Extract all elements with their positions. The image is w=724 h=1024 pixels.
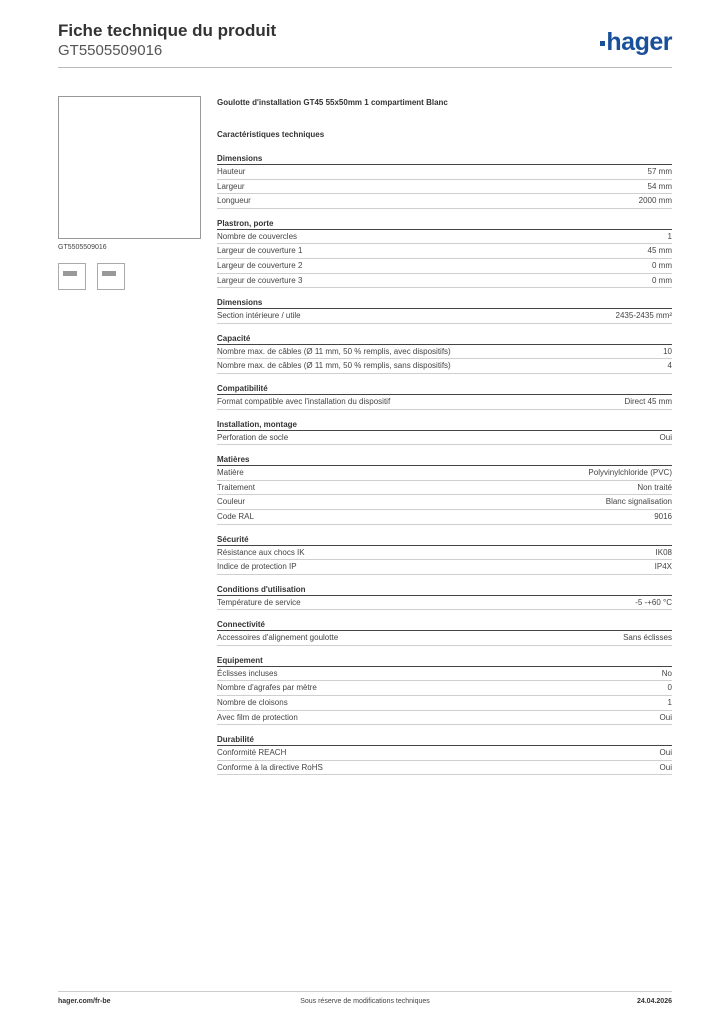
spec-label: Largeur bbox=[217, 181, 245, 191]
spec-label: Résistance aux chocs IK bbox=[217, 547, 305, 557]
spec-row bbox=[217, 309, 672, 324]
spec-value: 2435-2435 mm² bbox=[615, 311, 672, 321]
spec-value: 0 mm bbox=[652, 275, 672, 285]
spec-value: 4 bbox=[667, 361, 672, 371]
spec-label: Éclisses incluses bbox=[217, 668, 278, 678]
spec-row bbox=[217, 711, 672, 726]
section-title: Compatibilité bbox=[217, 383, 672, 395]
spec-row bbox=[217, 345, 672, 360]
spec-row bbox=[217, 696, 672, 711]
thumbnail-1[interactable] bbox=[58, 263, 86, 290]
spec-value: 1 bbox=[667, 231, 672, 241]
spec-row bbox=[217, 667, 672, 682]
spec-label: Perforation de socle bbox=[217, 432, 289, 442]
spec-label: Traitement bbox=[217, 482, 255, 492]
product-code: GT5505509016 bbox=[58, 42, 163, 59]
logo-text: hager bbox=[606, 28, 672, 56]
section-title: Connectivité bbox=[217, 619, 672, 631]
technical-characteristics-title: Caractéristiques techniques bbox=[217, 130, 325, 139]
spec-value: 10 bbox=[663, 346, 672, 356]
spec-label: Nombre max. de câbles (Ø 11 mm, 50 % remplis, sans dispositifs) bbox=[217, 361, 451, 371]
header-divider bbox=[58, 67, 672, 68]
spec-label: Hauteur bbox=[217, 167, 246, 176]
section-title: Installation, montage bbox=[217, 419, 672, 431]
spec-row bbox=[217, 244, 672, 259]
spec-label: Couleur bbox=[217, 497, 246, 507]
hager-logo[interactable] bbox=[600, 28, 672, 57]
spec-value: No bbox=[661, 668, 672, 678]
spec-row bbox=[217, 395, 672, 410]
spec-label: Température de service bbox=[217, 597, 301, 607]
spec-row bbox=[217, 431, 672, 446]
spec-label: Nombre de cloisons bbox=[217, 698, 288, 708]
thumbnail-2[interactable] bbox=[97, 263, 125, 290]
spec-label: Conforme à la directive RoHS bbox=[217, 762, 323, 772]
spec-label: Format compatible avec l'installation du dispositif bbox=[217, 396, 391, 406]
spec-value: Oui bbox=[659, 712, 672, 722]
specifications bbox=[217, 96, 672, 775]
spec-section bbox=[217, 734, 672, 775]
spec-value: 45 mm bbox=[647, 246, 672, 256]
spec-row bbox=[217, 481, 672, 496]
spec-section bbox=[217, 619, 672, 646]
spec-section bbox=[217, 333, 672, 374]
spec-value: 0 bbox=[667, 683, 672, 693]
spec-label: Code RAL bbox=[217, 511, 254, 521]
logo-dot-icon bbox=[600, 41, 605, 46]
spec-value: 1 bbox=[667, 698, 672, 708]
section-title: Matières bbox=[217, 454, 672, 466]
image-caption: GT5505509016 bbox=[58, 244, 107, 251]
section-title: Plastron, porte bbox=[217, 218, 672, 230]
spec-row bbox=[217, 230, 672, 245]
spec-label: Nombre max. de câbles (Ø 11 mm, 50 % remplis, avec dispositifs) bbox=[217, 346, 451, 356]
spec-value: Non traité bbox=[637, 482, 672, 492]
spec-label: Section intérieure / utile bbox=[217, 311, 301, 321]
spec-section bbox=[217, 655, 672, 725]
spec-row bbox=[217, 180, 672, 195]
spec-label: Accessoires d'alignement goulotte bbox=[217, 633, 339, 643]
spec-row bbox=[217, 546, 672, 561]
spec-section bbox=[217, 153, 672, 209]
spec-section bbox=[217, 454, 672, 524]
document-header bbox=[58, 20, 276, 60]
spec-row bbox=[217, 746, 672, 761]
spec-value: 57 mm bbox=[647, 167, 672, 176]
product-name: Goulotte d'installation GT45 55x50mm 1 compartiment Blanc bbox=[217, 98, 448, 107]
spec-label: Nombre d'agrafes par mètre bbox=[217, 683, 317, 693]
page-footer bbox=[58, 994, 672, 1014]
spec-row bbox=[217, 194, 672, 209]
footer-notice: Sous réserve de modifications techniques bbox=[300, 998, 430, 1005]
spec-label: Matière bbox=[217, 468, 244, 478]
spec-value: IK08 bbox=[655, 547, 672, 557]
spec-value: Oui bbox=[659, 762, 672, 772]
spec-section bbox=[217, 218, 672, 288]
spec-label: Avec film de protection bbox=[217, 712, 298, 722]
footer-divider bbox=[58, 991, 672, 992]
spec-value: IP4X bbox=[654, 562, 672, 572]
spec-section bbox=[217, 297, 672, 324]
section-title: Conditions d'utilisation bbox=[217, 584, 672, 596]
spec-row bbox=[217, 495, 672, 510]
spec-value: 54 mm bbox=[647, 181, 672, 191]
spec-value: Oui bbox=[659, 748, 672, 758]
spec-section bbox=[217, 419, 672, 446]
spec-value: Oui bbox=[659, 432, 672, 442]
spec-label: Largeur de couverture 3 bbox=[217, 275, 303, 285]
spec-row bbox=[217, 681, 672, 696]
spec-label: Conformité REACH bbox=[217, 748, 287, 758]
spec-label: Largeur de couverture 2 bbox=[217, 260, 303, 270]
spec-row bbox=[217, 165, 672, 180]
spec-value: 0 mm bbox=[652, 260, 672, 270]
spec-value: 2000 mm bbox=[638, 196, 672, 206]
website-link[interactable]: hager.com/fr-be bbox=[58, 998, 111, 1005]
spec-row bbox=[217, 359, 672, 374]
spec-value: -5 -+60 °C bbox=[635, 597, 672, 607]
spec-value: 9016 bbox=[654, 511, 672, 521]
spec-label: Longueur bbox=[217, 196, 251, 206]
spec-section bbox=[217, 584, 672, 611]
spec-label: Nombre de couvercles bbox=[217, 231, 298, 241]
product-thumbnail-icon bbox=[102, 271, 116, 276]
page-title: Fiche technique du produit bbox=[58, 21, 277, 40]
section-title: Dimensions bbox=[217, 153, 672, 165]
footer-date: 24.04.2026 bbox=[636, 998, 672, 1005]
section-title: Capacité bbox=[217, 333, 672, 345]
spec-value: Polyvinylchloride (PVC) bbox=[588, 468, 672, 478]
section-title: Sécurité bbox=[217, 534, 672, 546]
section-title: Dimensions bbox=[217, 297, 672, 309]
spec-value: Sans éclisses bbox=[623, 633, 672, 643]
spec-row bbox=[217, 466, 672, 481]
spec-label: Indice de protection IP bbox=[217, 562, 297, 572]
spec-section bbox=[217, 534, 672, 575]
spec-row bbox=[217, 631, 672, 646]
spec-row bbox=[217, 761, 672, 776]
spec-row bbox=[217, 510, 672, 525]
spec-sections bbox=[217, 153, 672, 775]
spec-value: Direct 45 mm bbox=[624, 396, 672, 406]
section-title: Equipement bbox=[217, 655, 672, 667]
section-title: Durabilité bbox=[217, 734, 672, 746]
spec-label: Largeur de couverture 1 bbox=[217, 246, 303, 256]
spec-row bbox=[217, 274, 672, 289]
spec-section bbox=[217, 383, 672, 410]
product-image[interactable] bbox=[58, 96, 201, 239]
product-thumbnail-icon bbox=[63, 271, 77, 276]
spec-row bbox=[217, 560, 672, 575]
spec-value: Blanc signalisation bbox=[605, 497, 672, 507]
spec-row bbox=[217, 596, 672, 611]
spec-row bbox=[217, 259, 672, 274]
